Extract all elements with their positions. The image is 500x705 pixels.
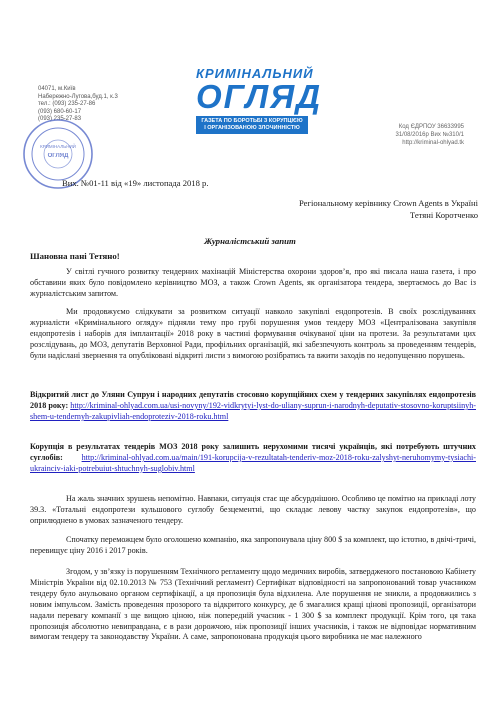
recipient-name: Тетяні Коротченко [409, 210, 478, 220]
ref-day: 19 [128, 178, 137, 188]
address-line: (093) 235-27-83 [38, 116, 82, 122]
registration-info [395, 123, 464, 147]
corruption-article-link[interactable]: http://kriminal-ohlyad.com.ua/main/191-korupcija-v-rezultatah-tenderiv-moz-2018-roku-zalyshyt-neruhomymy-tysiachi-ukraincіv-iaki-potrebuiut-shtuchnyh-suglobiv.html [30, 452, 476, 473]
svg-text:ОГЛЯД: ОГЛЯД [47, 153, 69, 159]
edrpou-code: Код ЄДРПОУ 36633995 [398, 124, 464, 130]
paragraph-investigation: Ми продовжуємо слідкувати за розвитком ситуації навколо закупівлі ендопротезів. В своїх розслідуваннях журналісти «Кримінального огляду» підняли тему про грубі порушення умов тендеру МОЗ «Централізована закупівля ендопротезів і наборів для імплантації» 2018 року в частині формування очікуваної ціни на протези. За результатами цих розслідувань, до МОЗ, депутатів Верховної Ради, профільних організацій, які забезпечують контроль за проведенням тендерів, були надіслані звернення та опубліковані відкриті листи з вимогою розібратись та вжити заходів по недопущенню порушень. [30, 307, 476, 360]
ref-end: » листопада 2018 р. [136, 178, 209, 188]
document-title: Журналістський запит [204, 236, 296, 246]
ref-number: 01-11 [89, 178, 109, 188]
logo-tagline [196, 116, 308, 134]
logo-tagline-line: ГАЗЕТА ПО БОРОТЬБІ З КОРУПЦІЄЮ [201, 118, 303, 124]
greeting: Шановна пані Тетяно! [30, 251, 120, 261]
outgoing-reference [62, 178, 209, 188]
open-letter-link[interactable]: http://kriminal-ohlyad.com.ua/usi-novyny/192-vidkrytyi-lyst-do-uliany-suprun-i-narodnyh-deputativ-stosovno-koruptsiinyh-shem-u-tendernyh-zakupivliah-endoproteziv-2018-roku.html [30, 400, 476, 421]
address-line: 04071, м.Київ [38, 86, 76, 92]
paragraph-lot: На жаль значних зрушень непомітно. Навпаки, ситуація стає ще абсурднішою. Особливо це помітно на прикладі лоту 39.3. «Тотальні ендопротези кульшового суглобу безцементні, що складає левову частку закупок ендопротезів», що оприлюднено в умовах зазначеного тендеру. [30, 494, 476, 525]
ref-middle: від « [111, 178, 129, 188]
recipient-position: Регіональному керівнику Crown Agents в Україні [299, 198, 478, 208]
corruption-article-title: Корупція в результатах тендерів МОЗ 2018 року залишить нерухомими тисячі українців, які потребують штучних суглобів: [30, 442, 476, 462]
logo-main-text: ОГЛЯД [196, 78, 323, 115]
outgoing-number: 31/08/2016р Вих №310/1 [395, 132, 464, 138]
logo-top-text: КРИМІНАЛЬНИЙ [196, 66, 314, 81]
svg-text:КРИМІНАЛЬНИЙ: КРИМІНАЛЬНИЙ [40, 144, 76, 149]
corruption-article-link-block [30, 442, 476, 475]
ref-prefix: Вих. № [62, 178, 90, 188]
newspaper-logo [196, 66, 323, 134]
address-line: тел.: (093) 235-27-86 [38, 101, 96, 107]
paragraph-intro: У світлі гучного розвитку тендерних махінацій Міністерства охорони здоров’я, про які писала наша газета, і про обставини яких було повідомлено керівництво МОЗ, а також Crown Agents, як організатора тендера, звертаємось до Вас із журналістським запитом. [30, 267, 476, 298]
address-line: Набережно-Луговa,буд.1, к.3 [38, 93, 118, 100]
website-link[interactable]: http://kriminal-ohlyad.tk [402, 140, 464, 146]
recipient-block [299, 197, 478, 221]
open-letter-title: Відкритий лист до Уляни Супрун і народних депутатів стосовно корупційних схем у тендерних закупівлях ендопротезів 2018 року: [30, 390, 476, 410]
paragraph-regulation: Згодом, у зв’язку із порушенням Технічного регламенту щодо медичних виробів, затвердженого постановою Кабінету Міністрів України від 02.10.2013 № 753 (Технічний регламент) Сертифікат відповідності на запропонований товар учасником тендеру було анульовано органом сертифікації, а ця пропозиція була відхилена. Але порушення не зникли, а продовжились з новим імпульсом. Замість проведення прозорого та відкритого конкурсу, де б змагалися кращі цінові пропозиції, організатори надали перевагу компанії з ще вищою ціною, ніж попередній учасник - 1 300 $ за комплект продукції. Крім того, ця така пропозиція абсолютно невиправдана, є в рази дорожчою, ніж пропозиції інших учасників, і також не відповідає нормативним вимогам тендеру та законодавству України. А саме, запропонована продукція цього виробника не має належного [30, 567, 476, 642]
logo-tagline-line: І ОРГАНІЗОВАНОЮ ЗЛОЧИННІСТЮ [204, 125, 300, 131]
address-line: (093) 680-60-17 [38, 108, 82, 115]
open-letter-link-block [30, 390, 476, 423]
paragraph-winner: Спочатку переможцем було оголошено компанію, яка запропонувала ціну 800 $ за комплект, що істотно, в двічі-тричі, перевищує ціну 2016 і 2017 років. [30, 535, 476, 555]
